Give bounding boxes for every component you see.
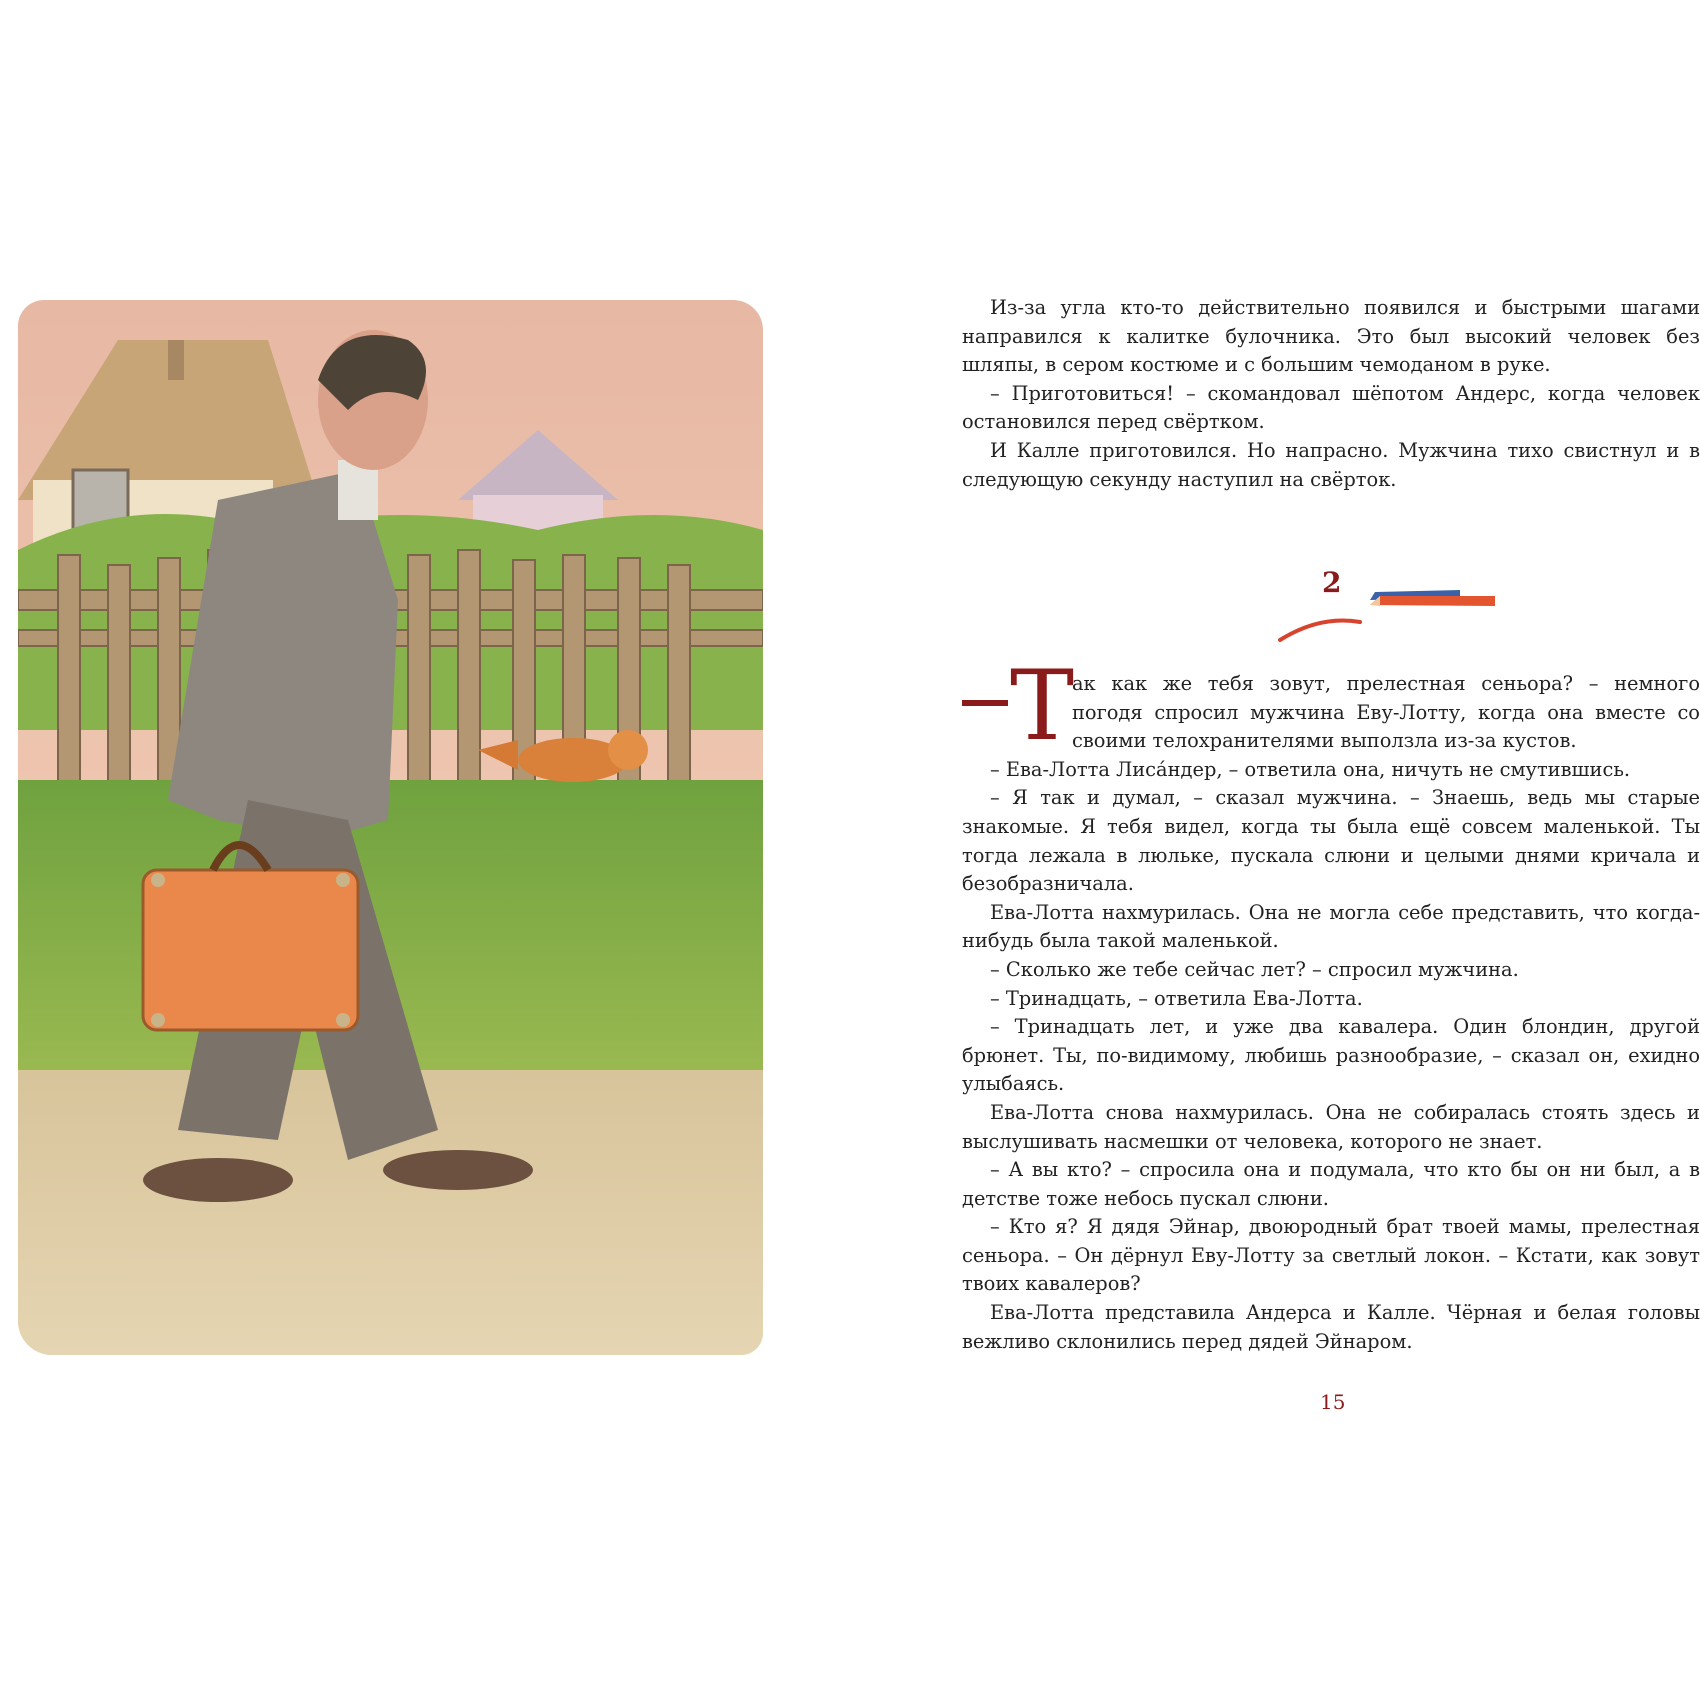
chapter-heading <box>1170 566 1520 650</box>
paragraph: Ева-Лотта нахмурилась. Она не могла себе представить, что когда-нибудь была такой маленькой. <box>962 900 1700 953</box>
paragraph: – Приготовиться! – скомандовал шёпотом Андерс, когда человек остановился перед свёртком. <box>962 381 1700 434</box>
paragraph: И Калле приготовился. Но напрасно. Мужчина тихо свистнул и в следующую секунду наступил на свёрток. <box>962 438 1700 491</box>
pencils-icon <box>1170 570 1520 650</box>
paragraph: – Сколько же тебе сейчас лет? – спросил мужчина. <box>990 957 1519 981</box>
paragraph: Ева-Лотта представила Андерса и Калле. Чёрная и белая головы вежливо склонились перед дядей Эйнаром. <box>962 1301 1700 1353</box>
page-number: 15 <box>1320 1390 1346 1414</box>
chapter-number: 2 <box>1322 566 1342 599</box>
paragraph: Из-за угла кто-то действительно появился и быстрыми шагами направился к калитке булочника. Это был высокий человек без шляпы, в сером костюме и с большим чемоданом в руке. <box>962 296 1700 377</box>
first-paragraph-text: ак как же тебя зовут, прелестная сеньора? – немного погодя спросил мужчина Еву-Лотту, когда она вместе со своими телохранителями выползла из-за кустов. <box>1072 672 1700 753</box>
top-text <box>962 294 1700 494</box>
paragraph: – Тринадцать, – ответила Ева-Лотта. <box>990 986 1363 1010</box>
dropcap-dash <box>962 700 1008 706</box>
chapter-body <box>962 650 1700 1356</box>
paragraph: – Тринадцать лет, и уже два кавалера. Один блондин, другой брюнет. Ты, по-видимому, любишь разнообразие, – сказал он, ехидно улыбаясь. <box>962 1015 1700 1096</box>
paragraph: – Я так и думал, – сказал мужчина. – Знаешь, ведь мы старые знакомые. Я тебя видел, когда ты была ещё совсем маленькой. Ты тогда лежала в люльке, пускала слюни и целыми днями кричала и безобразничала. <box>962 786 1700 896</box>
illustration-man-with-suitcase <box>18 300 763 1355</box>
paragraph: Ева-Лотта снова нахмурилась. Она не собиралась стоять здесь и выслушивать насмешки от человека, которого не знает. <box>962 1100 1700 1153</box>
paragraph: – А вы кто? – спросила она и подумала, что кто бы он ни был, а в детстве тоже небось пускал слюни. <box>962 1158 1700 1210</box>
drop-cap: Т <box>1010 650 1075 762</box>
paragraph: – Ева-Лотта Лиса́ндер, – ответила она, ничуть не смутившись. <box>990 757 1631 781</box>
illustration-art <box>18 300 763 1355</box>
first-paragraph <box>962 650 1700 762</box>
suitcase <box>143 845 358 1030</box>
paragraph: – Кто я? Я дядя Эйнар, двоюродный брат твоей мамы, прелестная сеньора. – Он дёрнул Еву-Лотту за светлый локон. – Кстати, как зовут твоих кавалеров? <box>962 1215 1700 1296</box>
